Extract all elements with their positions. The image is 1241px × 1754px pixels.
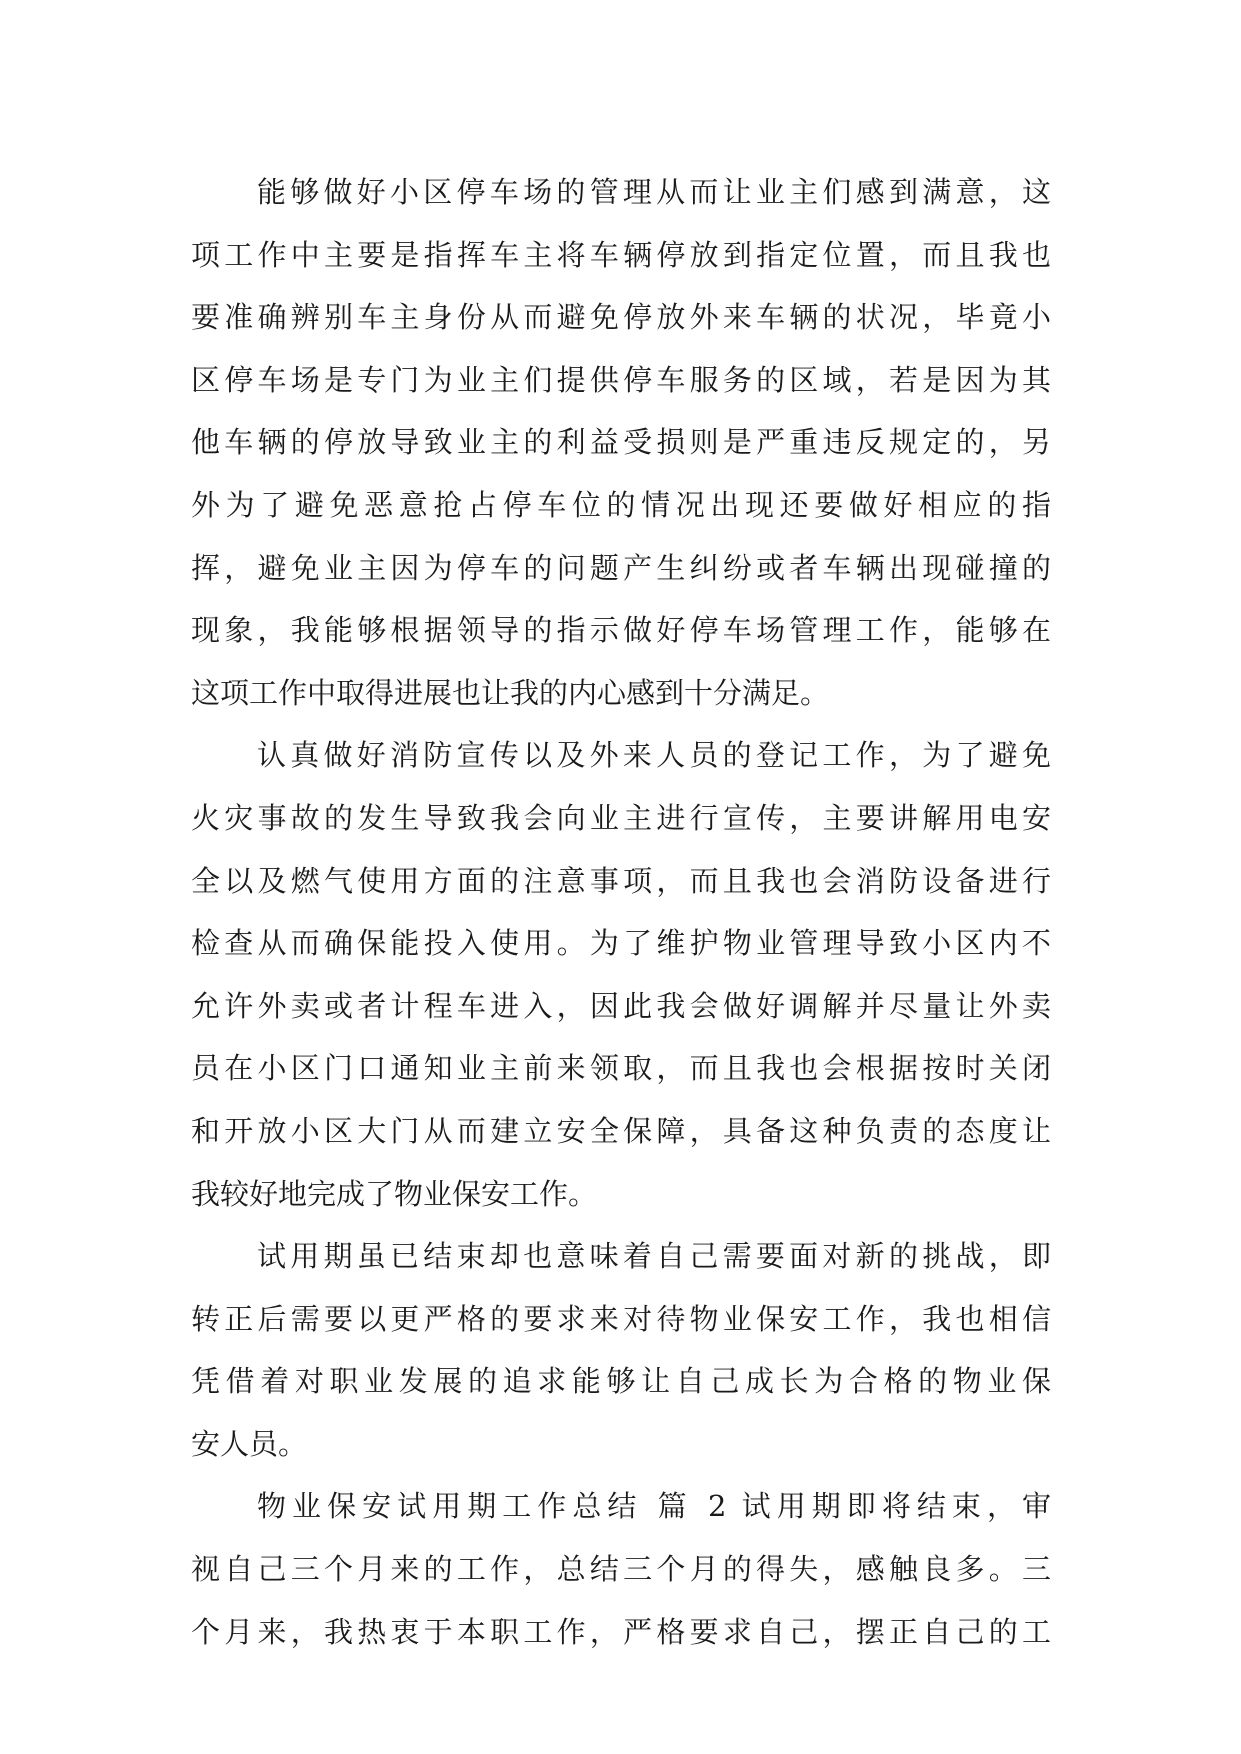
paragraph-line: 视自己三个月来的工作，总结三个月的得失，感触良多。三 — [191, 1552, 1051, 1587]
paragraph-line: 要准确辨别车主身份从而避免停放外来车辆的状况，毕竟小 — [191, 300, 1051, 335]
paragraph-line: 物业保安试用期工作总结 篇 2 试用期即将结束，审 — [257, 1489, 1051, 1524]
paragraph-line: 他车辆的停放导致业主的利益受损则是严重违反规定的，另 — [191, 425, 1051, 460]
paragraph-line: 安人员。 — [191, 1426, 308, 1461]
paragraph-line: 员在小区门口通知业主前来领取，而且我也会根据按时关闭 — [191, 1051, 1051, 1086]
paragraph-line: 火灾事故的发生导致我会向业主进行宣传，主要讲解用电安 — [191, 800, 1051, 835]
paragraph-line: 转正后需要以更严格的要求来对待物业保安工作，我也相信 — [191, 1301, 1051, 1336]
paragraph-line: 项工作中主要是指挥车主将车辆停放到指定位置，而且我也 — [191, 237, 1051, 272]
paragraph-line: 这项工作中取得进展也让我的内心感到十分满足。 — [191, 675, 830, 710]
paragraph-line: 认真做好消防宣传以及外来人员的登记工作，为了避免 — [257, 738, 1051, 773]
paragraph-line: 能够做好小区停车场的管理从而让业主们感到满意，这 — [257, 175, 1051, 209]
paragraph-line: 现象，我能够根据领导的指示做好停车场管理工作，能够在 — [191, 613, 1051, 648]
paragraph-line: 试用期虽已结束却也意味着自己需要面对新的挑战，即 — [257, 1239, 1051, 1274]
body-text — [191, 161, 1051, 1663]
paragraph-line: 外为了避免恶意抢占停车位的情况出现还要做好相应的指 — [191, 487, 1051, 522]
paragraph-line: 挥，避免业主因为停车的问题产生纠纷或者车辆出现碰撞的 — [191, 550, 1051, 585]
paragraph-line: 个月来，我热衷于本职工作，严格要求自己，摆正自己的工 — [191, 1614, 1051, 1649]
paragraph-line: 允许外卖或者计程车进入，因此我会做好调解并尽量让外卖 — [191, 988, 1051, 1023]
paragraph-line: 检查从而确保能投入使用。为了维护物业管理导致小区内不 — [191, 926, 1051, 961]
paragraph-line: 区停车场是专门为业主们提供停车服务的区域，若是因为其 — [191, 362, 1051, 397]
paragraph-line: 凭借着对职业发展的追求能够让自己成长为合格的物业保 — [191, 1364, 1051, 1399]
paragraph-line: 全以及燃气使用方面的注意事项，而且我也会消防设备进行 — [191, 863, 1051, 898]
paragraph-line: 和开放小区大门从而建立安全保障，具备这种负责的态度让 — [191, 1113, 1051, 1148]
paragraph-line: 我较好地完成了物业保安工作。 — [191, 1176, 598, 1211]
